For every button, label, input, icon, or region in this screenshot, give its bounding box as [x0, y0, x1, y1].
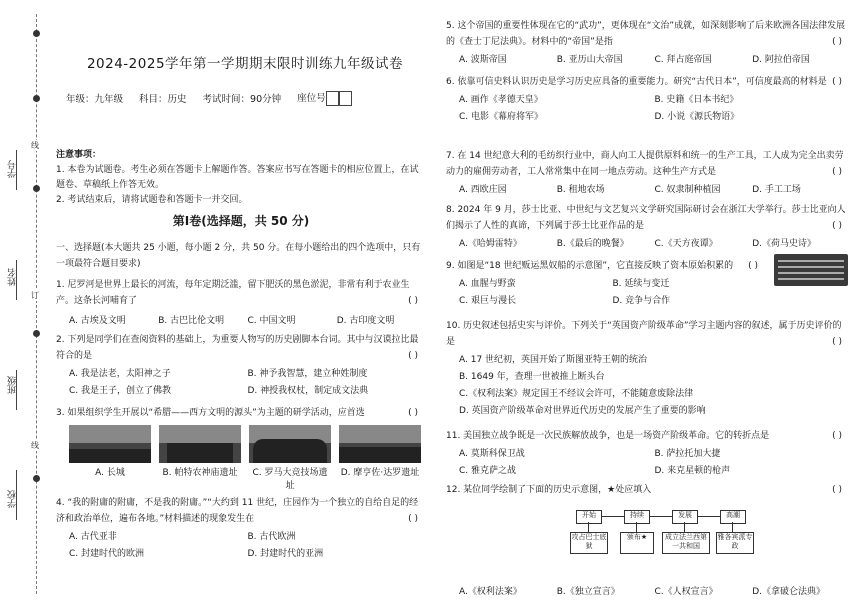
question-2 — [56, 332, 426, 400]
option-c[interactable]: C. 艰巨与漫长 — [459, 296, 517, 306]
option-a[interactable]: A. 波斯帝国 — [459, 55, 507, 65]
q11-stem: 11. 美国独立战争既是一次民族解放战争，也是一场资产阶级革命。它的转折点是 — [446, 431, 770, 441]
option-d[interactable]: D.《荷马史诗》 — [752, 239, 817, 249]
option-a[interactable]: A.《哈姆雷特》 — [459, 239, 522, 249]
slave-ship-diagram — [774, 254, 848, 286]
answer-paren[interactable]: ( ) — [832, 167, 842, 177]
answer-paren[interactable]: ( ) — [832, 221, 842, 231]
q5-stem: 5. 这个帝国的重要性体现在它的“武功”，更体现在“文治”成就，如深刻影响了后来欧洲各国法律发展的《查士丁尼法典》。材料中的“帝国”是指 — [446, 21, 846, 47]
option-d[interactable]: D. 古印度文明 — [336, 316, 395, 326]
section-title: 第Ⅰ卷(选择题，共 50 分) — [172, 214, 310, 228]
field-school: 学校 — [8, 490, 18, 508]
question-8 — [446, 202, 850, 249]
flow-bottom-box: 颁布★ — [620, 532, 654, 554]
seat-text: 座位号 — [297, 93, 326, 104]
exam-title: 2024-2025学年第一学期期末限时训练九年级试卷 — [86, 56, 404, 72]
option-c[interactable]: C. 电影《幕府将军》 — [459, 112, 544, 122]
option-d[interactable]: D. 小说《源氏物语》 — [654, 112, 740, 122]
option-b[interactable]: B. 古代欧洲 — [247, 532, 296, 542]
q3-stem: 3. 如果组织学生开展以“希腊——西方文明的源头”为主题的研学活动，应首选 — [56, 408, 365, 418]
option-a[interactable]: A. 画作《孝德天皇》 — [459, 95, 543, 105]
option-d[interactable]: D. 阿拉伯帝国 — [752, 55, 810, 65]
q1-stem: 1. 尼罗河是世界上最长的河流，每年定期泛滥，留下肥沃的黑色淤泥，非常有利于农业生产。这条长河哺育了 — [56, 280, 410, 306]
left-column — [56, 0, 426, 609]
field-student-id: 学号 — [8, 160, 18, 178]
grade-label: 年级：九年级 — [66, 94, 124, 105]
option-b[interactable]: B. 萨拉托加大捷 — [654, 449, 721, 459]
flow-top-box: 持续 — [624, 510, 650, 524]
photo-row — [56, 425, 426, 463]
option-d[interactable]: D. 来克星顿的枪声 — [654, 466, 731, 476]
option-b[interactable]: B. 亚历山大帝国 — [556, 55, 623, 65]
answer-paren[interactable]: ( ) — [832, 37, 842, 47]
colosseum-photo — [249, 425, 331, 463]
q6-stem: 6. 依靠可信史料认识历史是学习历史应具备的重要能力。研究“古代日本”，可信度最高的材料是 — [446, 77, 827, 87]
flow-top-box: 发展 — [672, 510, 698, 524]
seat-label — [297, 90, 352, 106]
binding-margin — [0, 0, 60, 609]
flow-top-box: 高潮 — [720, 510, 746, 524]
option-c[interactable]: C. 雅克萨之战 — [459, 466, 517, 476]
exam-info — [66, 90, 352, 106]
q4-stem: 4. “我的附庸的附庸，不是我的附庸。”“大约到 11 世纪，庄园作为一个独立的自给自足的经济和政治单位，遍布各地。”材料描述的现象发生在 — [56, 498, 419, 524]
field-class: 班级 — [8, 376, 18, 394]
q12-stem: 12. 某位同学绘制了下面的历史示意图，★处应填入 — [446, 485, 652, 495]
option-a[interactable]: A. 莫斯科保卫战 — [459, 449, 525, 459]
right-column — [446, 0, 850, 609]
option-b[interactable]: B. 帕特农神庙遗址 — [162, 468, 238, 478]
option-c[interactable]: C. 我是王子，创立了佛教 — [69, 386, 172, 396]
question-10 — [446, 318, 850, 420]
q9-stem: 9. 如图是“18 世纪贩运黑奴船的示意图”，它直接反映了资本原始积累的 — [446, 261, 734, 271]
q8-stem: 8. 2024 年 9 月，莎士比亚、中世纪与文艺复兴文学研究国际研讨会在浙江大学举行。莎士比亚向人们揭示了人性的真谛，下列属于莎士比亚作品的是 — [446, 205, 846, 231]
binding-hole — [33, 330, 40, 337]
part-intro: 一、选择题(本大题共 25 小题，每小题 2 分，共 50 分。在每小题给出的四个选项中，只有一项最符合题目要求) — [56, 243, 421, 269]
option-c[interactable]: C. 拜占庭帝国 — [654, 55, 712, 65]
parthenon-photo — [159, 425, 241, 463]
question-1 — [56, 277, 426, 326]
cut-mark: 订 — [31, 291, 39, 300]
answer-paren[interactable]: ( ) — [832, 77, 842, 87]
question-5 — [446, 18, 850, 65]
flow-bottom-box: 成立法兰西第一共和国 — [662, 532, 710, 554]
flow-bottom-box: 雅各宾派专政 — [716, 532, 754, 554]
option-b[interactable]: B. 神予我智慧，建立种姓制度 — [247, 369, 368, 379]
flow-top-box: 开始 — [576, 510, 602, 524]
q10-stem: 10. 历史叙述包括史实与评价。下列关于“英国资产阶级革命”学习主题内容的叙述，属于历史评价的是 — [446, 321, 842, 347]
option-a[interactable]: A. 我是法老，太阳神之子 — [69, 369, 171, 379]
great-wall-photo — [69, 425, 151, 463]
option-d[interactable]: D. 手工工场 — [752, 185, 801, 195]
cut-mark: 线 — [31, 441, 39, 450]
question-3 — [56, 405, 426, 491]
answer-paren[interactable]: ( ) — [408, 408, 418, 418]
option-a[interactable]: A.《权利法案》 — [459, 587, 522, 597]
mohenjo-daro-photo — [339, 425, 421, 463]
answer-paren[interactable]: ( ) — [748, 261, 758, 271]
notes — [56, 148, 426, 208]
binding-hole — [33, 95, 40, 102]
answer-paren[interactable]: ( ) — [408, 351, 418, 361]
option-c[interactable]: C. 中国文明 — [247, 316, 296, 326]
option-b[interactable]: B. 古巴比伦文明 — [158, 316, 225, 326]
option-b[interactable]: B. 1649 年，查理一世被推上断头台 — [459, 372, 605, 382]
revolution-flow-diagram — [571, 500, 756, 558]
q2-stem: 2. 下列是同学们在查阅资料的基础上，为重要人物写的历史剧脚本台词。其中与汉谟拉比最符合的是 — [56, 335, 419, 361]
field-name: 姓名 — [8, 268, 18, 286]
option-c[interactable]: C. 封建时代的欧洲 — [69, 549, 145, 559]
option-c[interactable]: C.《权利法案》规定国王不经议会许可，不能随意废除法律 — [459, 389, 694, 399]
option-b[interactable]: B. 租地农场 — [556, 185, 605, 195]
option-a[interactable]: A. 17 世纪初，英国开始了斯图亚特王朝的统治 — [459, 355, 648, 365]
option-a[interactable]: A. 古代亚非 — [69, 532, 117, 542]
answer-paren[interactable]: ( ) — [832, 485, 842, 495]
cut-mark: 线 — [31, 141, 39, 150]
option-d[interactable]: D. 摩亨佐·达罗遗址 — [340, 468, 420, 478]
binding-hole — [33, 30, 40, 37]
question-12 — [446, 482, 850, 498]
option-a[interactable]: A. 古埃及文明 — [69, 316, 126, 326]
binding-hole — [33, 475, 40, 482]
notes-heading: 注意事项： — [56, 150, 102, 160]
q7-stem: 7. 在 14 世纪意大利的毛纺织行业中，商人向工人提供原料和统一的生产工具，工人成为完全出卖劳动力的雇佣劳动者，工人常常集中在同一地点劳动。这种生产方式是 — [446, 151, 844, 177]
option-b[interactable]: B. 史籍《日本书纪》 — [654, 95, 739, 105]
note-item: 2. 考试结束后，请将试题卷和答题卡一并交回。 — [56, 195, 248, 205]
option-d[interactable]: D.《拿破仑法典》 — [752, 587, 826, 597]
question-6 — [446, 74, 850, 126]
flow-bottom-box: 攻占巴士底狱 — [570, 532, 608, 554]
note-item: 1. 本卷为试题卷。考生必须在答题卡上解题作答。答案应书写在答题卡的相应位置上，在试题卷、草稿纸上作答无效。 — [56, 165, 419, 190]
option-b[interactable]: B. 延续与变迁 — [612, 279, 670, 289]
seat-box[interactable] — [326, 91, 339, 106]
answer-paren[interactable]: ( ) — [832, 337, 842, 347]
option-c[interactable]: C. 奴隶制种植园 — [654, 185, 721, 195]
answer-paren[interactable]: ( ) — [408, 296, 418, 306]
question-7 — [446, 148, 850, 195]
option-c[interactable]: C.《人权宣言》 — [654, 587, 718, 597]
option-a[interactable]: A. 长城 — [95, 468, 125, 478]
option-d[interactable]: D. 英国资产阶级革命对世界近代历史的发展产生了重要的影响 — [459, 406, 706, 416]
question-9 — [446, 258, 766, 310]
option-d[interactable]: D. 神授我权杖，制定成文法典 — [247, 386, 369, 396]
question-11 — [446, 428, 850, 480]
seat-box[interactable] — [339, 91, 352, 106]
answer-paren[interactable]: ( ) — [832, 431, 842, 441]
option-b[interactable]: B.《最后的晚餐》 — [556, 239, 629, 249]
subject-label: 科目：历史 — [139, 94, 187, 105]
time-label: 考试时间：90分钟 — [202, 94, 282, 105]
option-d[interactable]: D. 竞争与合作 — [612, 296, 671, 306]
answer-paren[interactable]: ( ) — [408, 514, 418, 524]
option-a[interactable]: A. 血腥与野蛮 — [459, 279, 516, 289]
option-c[interactable]: C. 罗马大竞技场遗址 — [252, 468, 328, 491]
option-d[interactable]: D. 封建时代的亚洲 — [247, 549, 324, 559]
option-a[interactable]: A. 西欧庄园 — [459, 185, 507, 195]
question-12-options — [446, 584, 850, 597]
binding-hole — [33, 185, 40, 192]
option-c[interactable]: C.《天方夜谭》 — [654, 239, 718, 249]
option-b[interactable]: B.《独立宣言》 — [556, 587, 620, 597]
question-4 — [56, 495, 426, 563]
